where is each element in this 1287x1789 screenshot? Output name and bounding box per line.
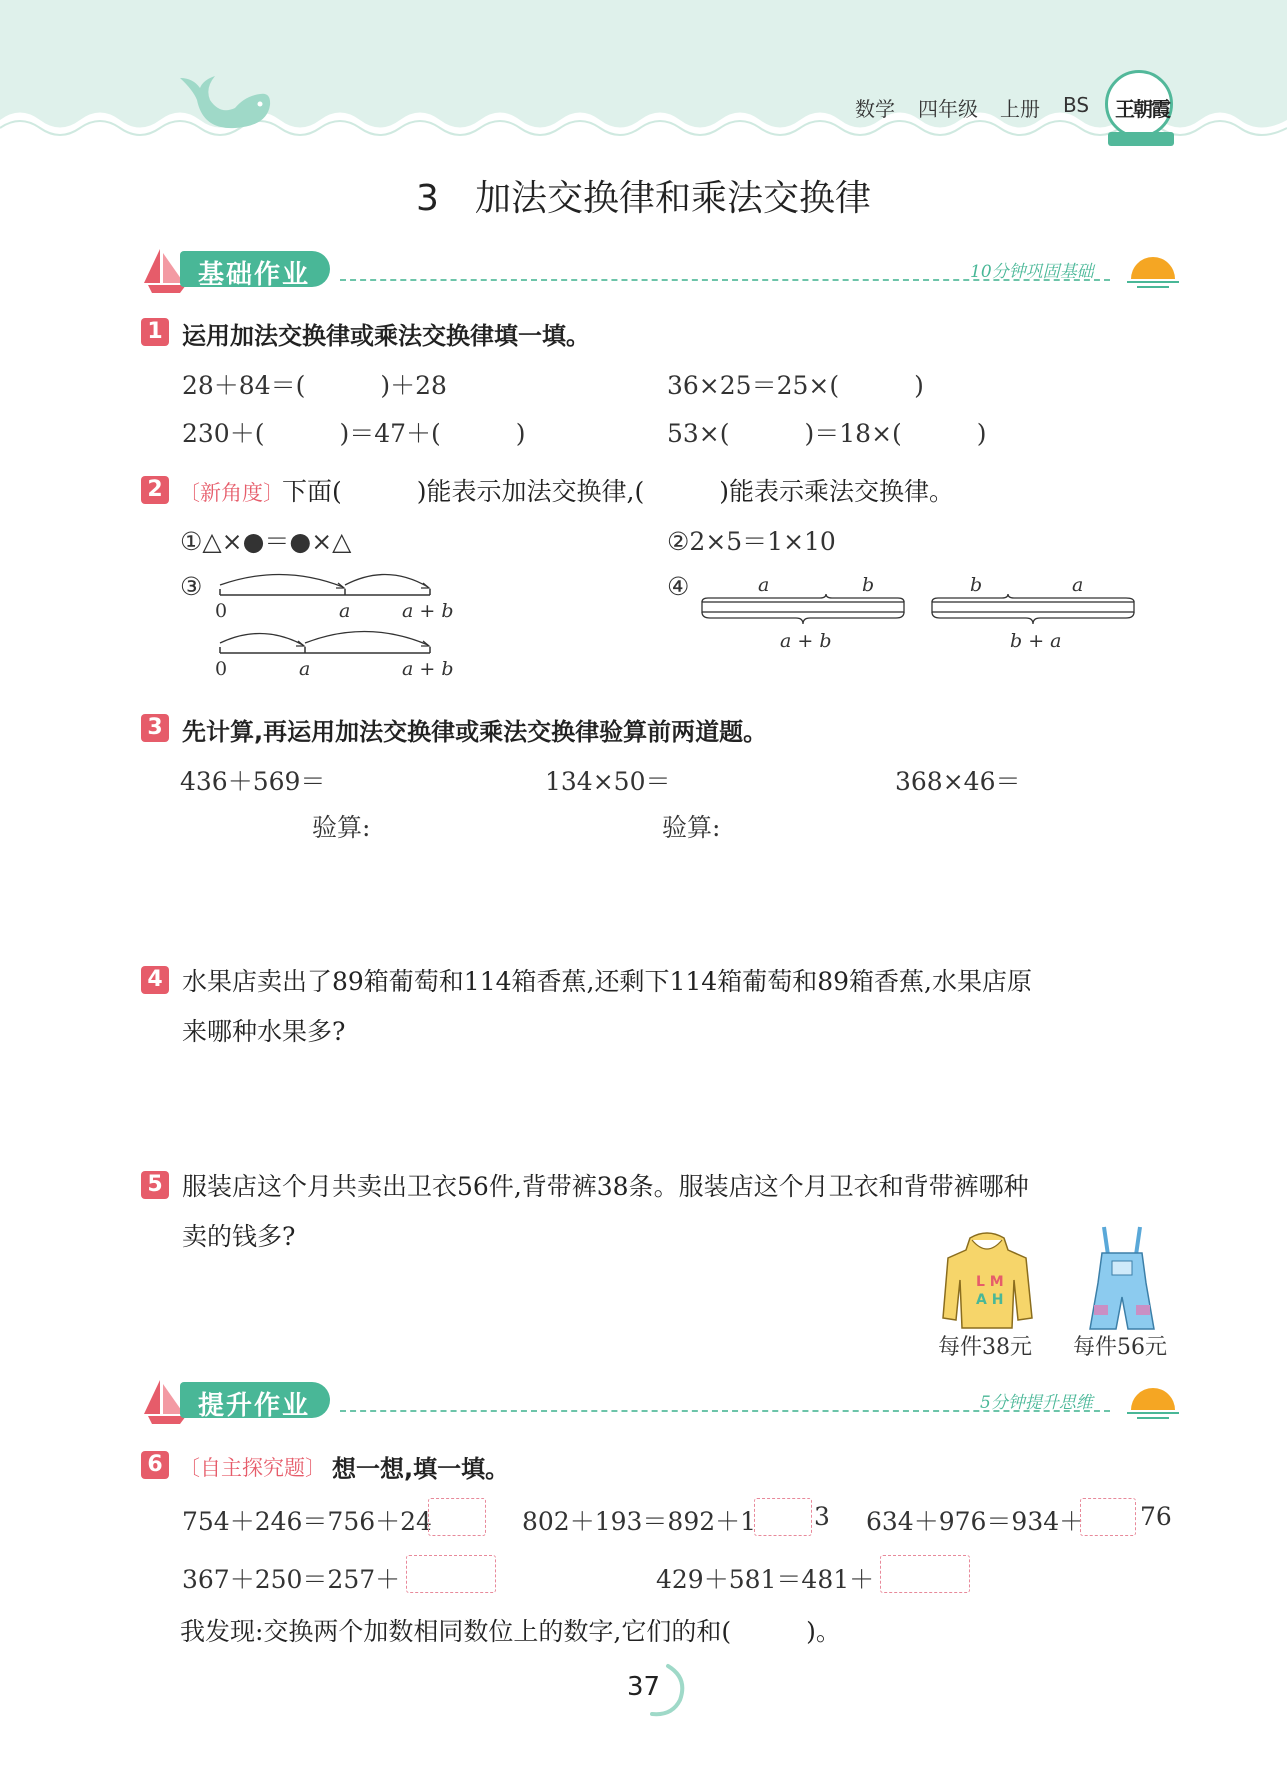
q2-option-4: ④ (667, 572, 690, 601)
answer-box-2[interactable] (754, 1498, 812, 1536)
bar2-sum: b + a (1010, 630, 1062, 652)
question-number-1: 1 (141, 318, 169, 346)
nl2-zero: 0 (215, 658, 228, 680)
seal-ribbon (1108, 132, 1174, 146)
page-number: 37 (626, 1672, 661, 1702)
question-6-text: 想一想,填一填。 (332, 1455, 510, 1483)
seal-name: 王朝霞 (1115, 97, 1169, 121)
question-4-line-2: 来哪种水果多? (182, 1017, 346, 1046)
q6-expr-3a: 634＋976＝934＋ (866, 1507, 1085, 1536)
question-number-4: 4 (141, 966, 169, 994)
nl2-ab: a + b (402, 658, 454, 680)
q3-expr-1: 436＋569＝ (180, 767, 326, 796)
header-subject: 数学 (855, 97, 895, 121)
bar1-b: b (862, 574, 875, 596)
q6-expr-2b: 3 (814, 1502, 830, 1531)
section-label: 提升作业 (198, 1391, 311, 1421)
question-number-2: 2 (141, 476, 169, 504)
question-2-text: 下面( )能表示加法交换律,( )能表示乘法交换律。 (282, 477, 954, 506)
q6-expr-3b: 76 (1140, 1502, 1172, 1531)
answer-box-5[interactable] (880, 1555, 970, 1593)
q6-expr-2a: 802＋193＝892＋1 (522, 1507, 757, 1536)
q1-line-4: 53×( )＝18×( ) (667, 419, 987, 448)
header-edition: BS (1063, 93, 1090, 117)
question-number-6: 6 (141, 1451, 169, 1479)
q3-expr-2: 134×50＝ (545, 767, 671, 796)
price-hoodie: 每件38元 (938, 1335, 1032, 1360)
q2-option-2: ②2×5＝1×10 (667, 527, 836, 556)
page-title: 3 加法交换律和乘法交换律 (416, 178, 871, 219)
overalls-icon (1082, 1225, 1162, 1333)
nl1-ab: a + b (402, 600, 454, 622)
question-5-line-1: 服装店这个月共卖出卫衣56件,背带裤38条。服装店这个月卫衣和背带裤哪种 (182, 1172, 1029, 1201)
q3-expr-3: 368×46＝ (895, 767, 1021, 796)
svg-text:L M: L M (976, 1274, 1004, 1290)
sunrise-icon (1125, 1382, 1181, 1422)
question-6-tag: 〔自主探究题〕 (179, 1456, 326, 1480)
section-label: 基础作业 (198, 260, 311, 290)
nl1-a: a (339, 600, 351, 622)
seal-circle (1105, 70, 1173, 138)
q3-check-1: 验算: (312, 813, 371, 842)
bar1-sum: a + b (780, 630, 832, 652)
bar2-a: a (1072, 574, 1084, 596)
answer-box-3[interactable] (1080, 1498, 1136, 1536)
whale-icon (175, 70, 285, 140)
svg-text:A H: A H (976, 1292, 1004, 1308)
section-bar-basic (140, 245, 1180, 295)
header-volume: 上册 (1000, 97, 1040, 121)
question-number-5: 5 (141, 1171, 169, 1199)
question-2-tag: 〔新角度〕 (179, 481, 284, 505)
bar2-b: b (970, 574, 983, 596)
question-number-3: 3 (141, 714, 169, 742)
brand-seal (1102, 60, 1180, 154)
q2-option-3: ③ (180, 572, 203, 601)
section-subtitle: 10分钟巩固基础 (970, 262, 1094, 282)
q1-line-2: 36×25＝25×( ) (667, 371, 924, 400)
question-5-line-2: 卖的钱多? (182, 1222, 296, 1251)
q1-line-3: 230＋( )＝47＋( ) (182, 419, 526, 448)
q2-option-1: ①△×●＝●×△ (180, 527, 352, 556)
nl2-a: a (299, 658, 311, 680)
section-bar-advanced (140, 1376, 1180, 1426)
q6-expr-5: 429＋581＝481＋ (656, 1565, 875, 1594)
hoodie-icon (940, 1228, 1035, 1333)
q6-expr-1: 754＋246＝756＋24 (182, 1507, 432, 1536)
header-grade: 四年级 (918, 97, 978, 121)
question-3-text: 先计算,再运用加法交换律或乘法交换律验算前两道题。 (182, 718, 768, 746)
bar1-a: a (758, 574, 770, 596)
question-1-text: 运用加法交换律或乘法交换律填一填。 (182, 322, 590, 350)
q6-expr-4: 367＋250＝257＋ (182, 1565, 401, 1594)
bar-diagram (700, 590, 1145, 630)
answer-box-4[interactable] (406, 1555, 496, 1593)
question-4-line-1: 水果店卖出了89箱葡萄和114箱香蕉,还剩下114箱葡萄和89箱香蕉,水果店原 (182, 967, 1032, 996)
q1-line-1: 28＋84＝( )＋28 (182, 371, 447, 400)
answer-box-1[interactable] (428, 1498, 486, 1536)
sunrise-icon (1125, 251, 1181, 291)
q3-check-2: 验算: (662, 813, 721, 842)
nl1-zero: 0 (215, 600, 228, 622)
q6-finding: 我发现:交换两个加数相同数位上的数字,它们的和( )。 (180, 1617, 841, 1646)
section-subtitle: 5分钟提升思维 (980, 1393, 1093, 1413)
price-overalls: 每件56元 (1073, 1335, 1167, 1360)
